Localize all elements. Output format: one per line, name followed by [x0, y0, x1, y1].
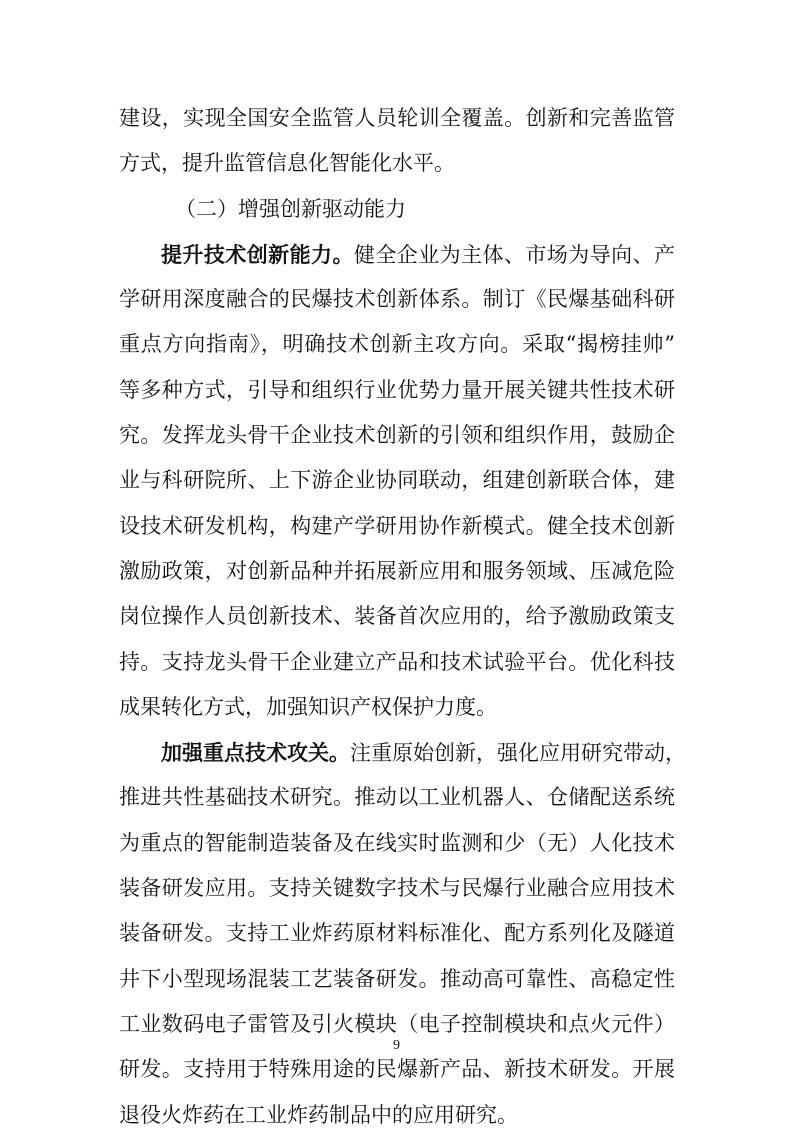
text-line: 装备研发。支持工业炸药原材料标准化、配方系列化及隧道 [119, 921, 675, 946]
paragraph-lead-title: 提升技术创新能力。 [161, 241, 354, 267]
text-line: 工业数码电子雷管及引火模块（电子控制模块和点火元件） [119, 1011, 675, 1036]
text-line: 成果转化方式，加强知识产权保护力度。 [119, 694, 497, 719]
paragraph-first-line [119, 232, 675, 277]
text-line: 业与科研院所、上下游企业协同联动，组建创新联合体，建 [119, 468, 675, 493]
text-line: 学研用深度融合的民爆技术创新体系。制订《民爆基础科研 [119, 287, 675, 312]
text-line: 研发。支持用于特殊用途的民爆新产品、新技术研发。开展 [119, 1057, 675, 1082]
text-line: 激励政策，对创新品种并拓展新应用和服务领域、压减危险 [119, 558, 675, 583]
text-line: 方式，提升监管信息化智能化水平。 [119, 151, 455, 176]
paragraph-lead-text: 注重原始创新，强化应用研究带动， [350, 741, 686, 766]
body-text [119, 96, 686, 1138]
text-line: 为重点的智能制造装备及在线实时监测和少（无）人化技术 [119, 830, 675, 855]
section-heading: （二）增强创新驱动能力 [175, 196, 406, 221]
text-line: 等多种方式，引导和组织行业优势力量开展关键共性技术研 [119, 377, 675, 402]
text-line: 井下小型现场混装工艺装备研发。推动高可靠性、高稳定性 [119, 966, 675, 991]
text-line: 持。支持龙头骨干企业建立产品和技术试验平台。优化科技 [119, 649, 675, 674]
text-line: 建设，实现全国安全监管人员轮训全覆盖。创新和完善监管 [119, 106, 675, 130]
paragraph-lead-text: 健全企业为主体、市场为导向、产 [353, 242, 676, 267]
paragraph-first-line [119, 730, 686, 775]
text-line: 退役火炸药在工业炸药制品中的应用研究。 [119, 1102, 518, 1127]
text-line: 重点方向指南》，明确技术创新主攻方向。采取“揭榜挂帅” [119, 332, 675, 357]
text-line: 究。发挥龙头骨干企业技术创新的引领和组织作用，鼓励企 [119, 423, 675, 448]
paragraph-lead-title: 加强重点技术攻关。 [161, 740, 350, 766]
text-line: 岗位操作人员创新技术、装备首次应用的，给予激励政策支 [119, 604, 675, 629]
text-line: 设技术研发机构，构建产学研用协作新模式。健全技术创新 [119, 513, 675, 538]
text-line: 装备研发应用。支持关键数字技术与民爆行业融合应用技术 [119, 876, 675, 901]
text-line: 推进共性基础技术研究。推动以工业机器人、仓储配送系统 [119, 785, 675, 810]
page-number: 9 [393, 1038, 400, 1053]
